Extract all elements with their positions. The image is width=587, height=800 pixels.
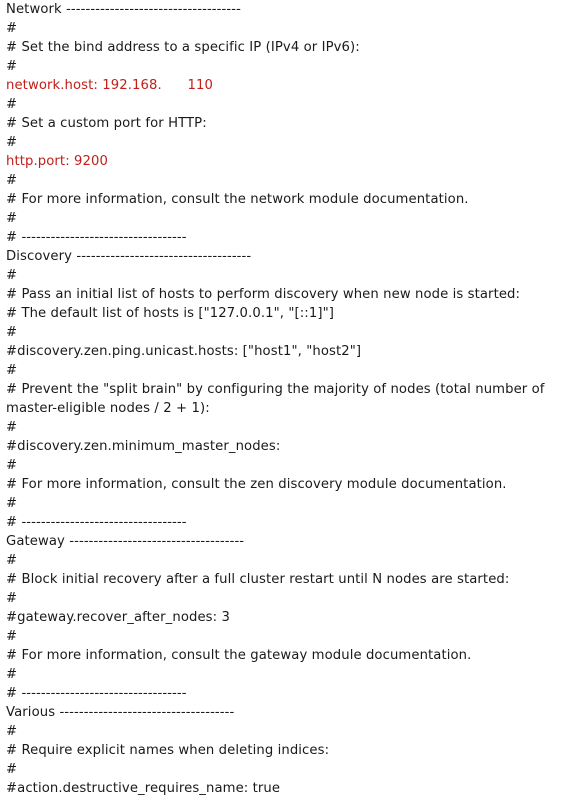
section-header-line: Various ------------------------------------ (6, 705, 235, 720)
comment-line: # (6, 420, 18, 435)
config-file-text (6, 0, 581, 798)
comment-line: master-eligible nodes / 2 + 1): (6, 401, 210, 416)
comment-line: # Block initial recovery after a full cluster restart until N nodes are started: (6, 572, 510, 587)
comment-line: # (6, 667, 18, 682)
comment-line: # (6, 268, 18, 283)
comment-line: #gateway.recover_after_nodes: 3 (6, 610, 230, 625)
section-header-line: Network ------------------------------------ (6, 2, 241, 17)
comment-line: # (6, 762, 18, 777)
comment-line: # (6, 629, 18, 644)
comment-line: # (6, 591, 18, 606)
comment-line: # (6, 135, 18, 150)
comment-line: # (6, 97, 18, 112)
comment-line: # (6, 21, 18, 36)
section-header-line: Discovery ------------------------------------ (6, 249, 252, 264)
comment-line: # ---------------------------------- (6, 686, 187, 701)
comment-line: # ---------------------------------- (6, 515, 187, 530)
comment-line: # (6, 325, 18, 340)
comment-line: # Require explicit names when deleting indices: (6, 743, 330, 758)
comment-line: # The default list of hosts is ["127.0.0.1", "[::1]"] (6, 306, 334, 321)
comment-line: # Pass an initial list of hosts to perform discovery when new node is started: (6, 287, 521, 302)
setting-line: network.host: 192.168. 110 (6, 78, 213, 93)
comment-line: #action.destructive_requires_name: true (6, 781, 281, 796)
comment-line: # ---------------------------------- (6, 230, 187, 245)
comment-line: # For more information, consult the network module documentation. (6, 192, 469, 207)
comment-line: # For more information, consult the gateway module documentation. (6, 648, 472, 663)
comment-line: #discovery.zen.minimum_master_nodes: (6, 439, 281, 454)
section-header-line: Gateway ------------------------------------ (6, 534, 245, 549)
comment-line: # (6, 59, 18, 74)
comment-line: # (6, 553, 18, 568)
comment-line: # (6, 363, 18, 378)
comment-line: # (6, 724, 18, 739)
comment-line: # Set the bind address to a specific IP (IPv4 or IPv6): (6, 40, 360, 55)
setting-line: http.port: 9200 (6, 154, 108, 169)
comment-line: # (6, 211, 18, 226)
comment-line: # Set a custom port for HTTP: (6, 116, 207, 131)
comment-line: # (6, 173, 18, 188)
comment-line: #discovery.zen.ping.unicast.hosts: ["host1", "host2"] (6, 344, 362, 359)
comment-line: # Prevent the "split brain" by configuring the majority of nodes (total number of (6, 382, 545, 397)
comment-line: # (6, 458, 18, 473)
comment-line: # For more information, consult the zen discovery module documentation. (6, 477, 507, 492)
comment-line: # (6, 496, 18, 511)
